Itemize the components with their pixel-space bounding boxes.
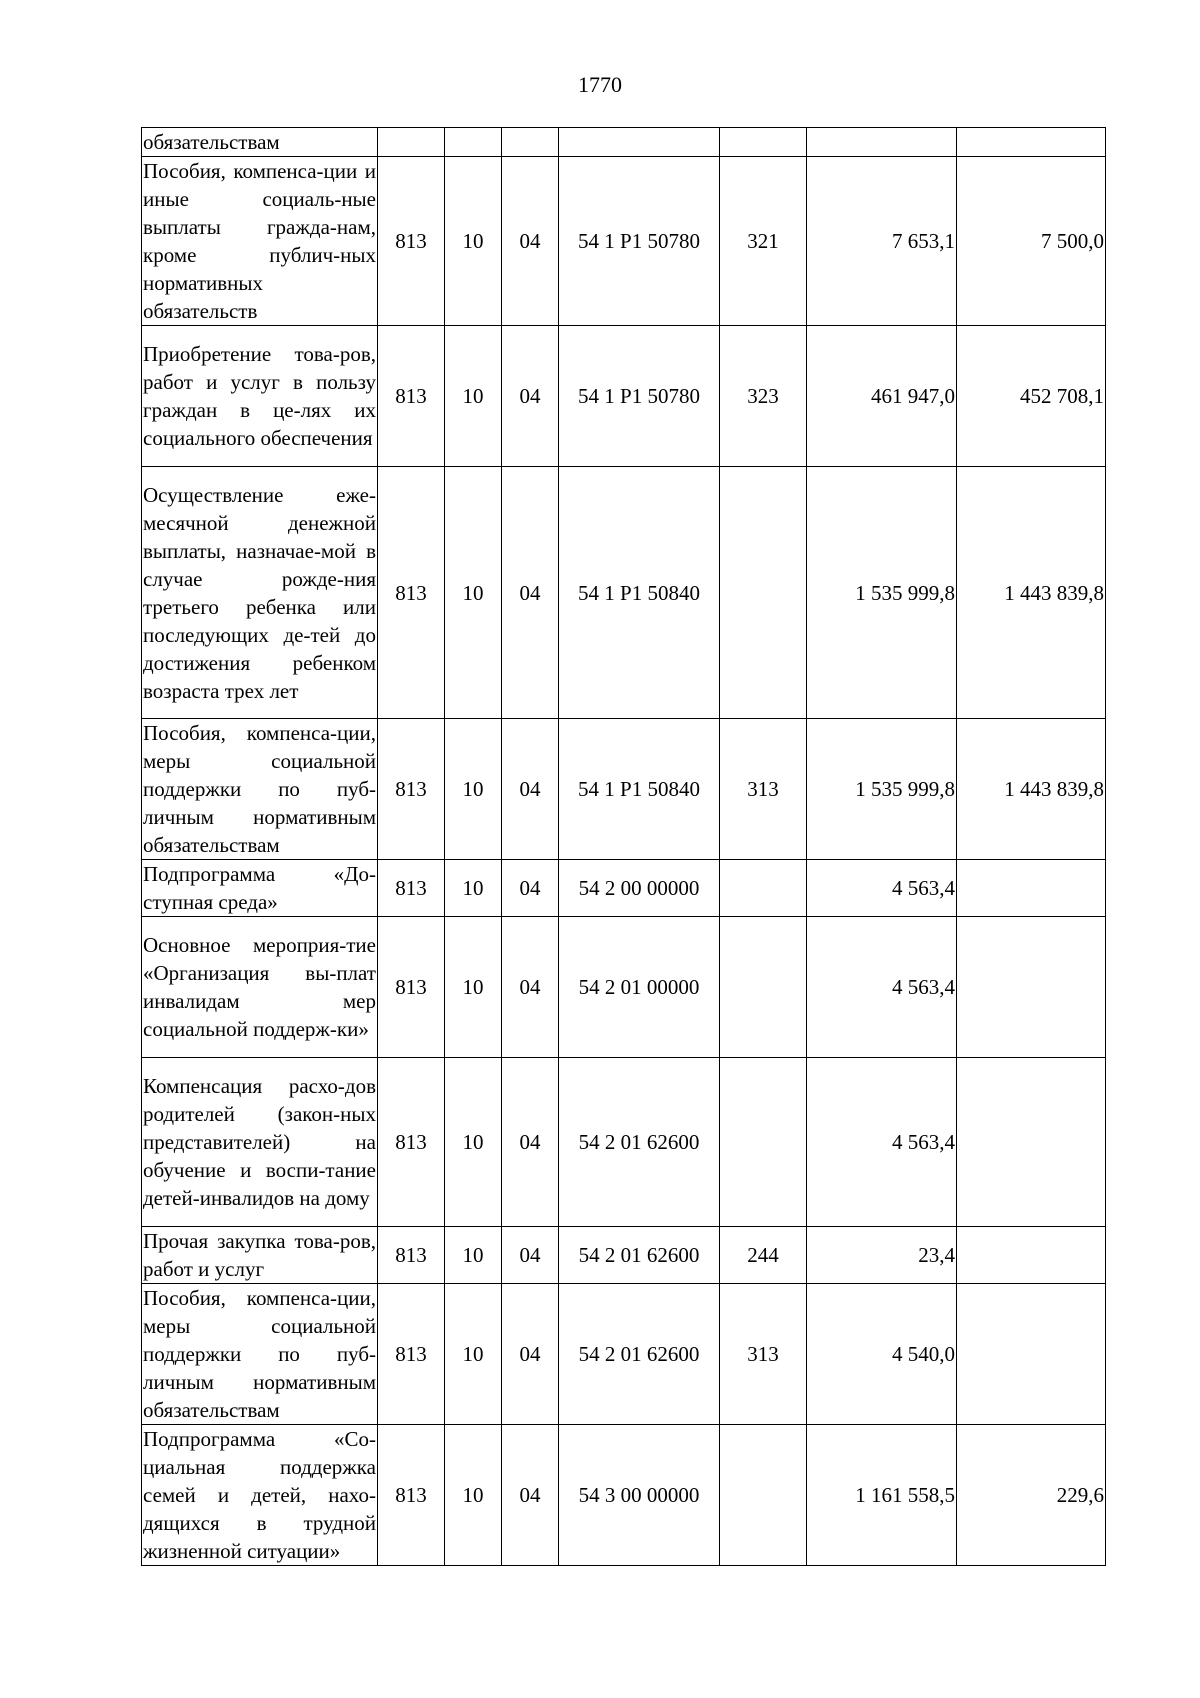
expense-type-cell [720, 917, 807, 1058]
amount-year2-cell [957, 1058, 1106, 1227]
subsection-code-cell [502, 128, 559, 157]
amount-year1-cell: 1 161 558,5 [807, 1425, 957, 1566]
budget-table [141, 127, 1106, 1566]
target-article-cell: 54 2 01 62600 [559, 1227, 720, 1284]
amount-year1-cell: 1 535 999,8 [807, 719, 957, 860]
amount-year2-cell: 452 708,1 [957, 326, 1106, 467]
target-article-cell: 54 2 01 62600 [559, 1058, 720, 1227]
target-article-cell [559, 128, 720, 157]
ved-code-cell: 813 [378, 326, 445, 467]
section-code-cell: 10 [445, 326, 502, 467]
amount-year1-cell: 1 535 999,8 [807, 467, 957, 719]
section-code-cell: 10 [445, 157, 502, 326]
expense-type-cell: 321 [720, 157, 807, 326]
ved-code-cell: 813 [378, 860, 445, 917]
target-article-cell: 54 3 00 00000 [559, 1425, 720, 1566]
expense-type-cell [720, 128, 807, 157]
item-name-cell: Приобретение това-ров, работ и услуг в пользу граждан в це-лях их социального обеспечения [142, 326, 378, 467]
amount-year1-cell: 23,4 [807, 1227, 957, 1284]
amount-year1-cell: 4 563,4 [807, 860, 957, 917]
ved-code-cell: 813 [378, 1058, 445, 1227]
target-article-cell: 54 2 01 00000 [559, 917, 720, 1058]
amount-year2-cell [957, 917, 1106, 1058]
ved-code-cell: 813 [378, 917, 445, 1058]
item-name-cell: Подпрограмма «Со-циальная поддержка семей и детей, нахо-дящихся в трудной жизненной ситуации» [142, 1425, 378, 1566]
ved-code-cell: 813 [378, 1227, 445, 1284]
amount-year1-cell: 7 653,1 [807, 157, 957, 326]
amount-year2-cell: 1 443 839,8 [957, 719, 1106, 860]
expense-type-cell [720, 860, 807, 917]
item-name-cell: обязательствам [142, 128, 378, 157]
amount-year1-cell: 461 947,0 [807, 326, 957, 467]
expense-type-cell [720, 1058, 807, 1227]
table-row [142, 467, 1106, 719]
amount-year2-cell: 1 443 839,8 [957, 467, 1106, 719]
expense-type-cell [720, 467, 807, 719]
subsection-code-cell: 04 [502, 1425, 559, 1566]
amount-year1-cell: 4 563,4 [807, 1058, 957, 1227]
subsection-code-cell: 04 [502, 467, 559, 719]
ved-code-cell: 813 [378, 157, 445, 326]
target-article-cell: 54 1 P1 50840 [559, 467, 720, 719]
item-name-cell: Пособия, компенса-ции, меры социальной поддержки по пуб-личным нормативным обязательствам [142, 1284, 378, 1425]
amount-year1-cell: 4 540,0 [807, 1284, 957, 1425]
item-name-cell: Основное мероприя-тие «Организация вы-плат инвалидам мер социальной поддерж-ки» [142, 917, 378, 1058]
subsection-code-cell: 04 [502, 1284, 559, 1425]
subsection-code-cell: 04 [502, 1227, 559, 1284]
table-row [142, 1227, 1106, 1284]
table-body [142, 128, 1106, 1566]
expense-type-cell [720, 1425, 807, 1566]
amount-year2-cell: 7 500,0 [957, 157, 1106, 326]
amount-year2-cell [957, 1284, 1106, 1425]
section-code-cell: 10 [445, 1058, 502, 1227]
table-row [142, 326, 1106, 467]
item-name-cell: Прочая закупка това-ров, работ и услуг [142, 1227, 378, 1284]
target-article-cell: 54 1 P1 50840 [559, 719, 720, 860]
amount-year2-cell: 229,6 [957, 1425, 1106, 1566]
page-number: 1770 [578, 72, 622, 97]
section-code-cell: 10 [445, 1425, 502, 1566]
subsection-code-cell: 04 [502, 917, 559, 1058]
table-row [142, 860, 1106, 917]
ved-code-cell: 813 [378, 1284, 445, 1425]
table-row [142, 917, 1106, 1058]
amount-year1-cell [807, 128, 957, 157]
amount-year1-cell: 4 563,4 [807, 917, 957, 1058]
subsection-code-cell: 04 [502, 157, 559, 326]
amount-year2-cell [957, 128, 1106, 157]
expense-type-cell: 313 [720, 719, 807, 860]
table-row [142, 719, 1106, 860]
section-code-cell: 10 [445, 860, 502, 917]
ved-code-cell: 813 [378, 467, 445, 719]
subsection-code-cell: 04 [502, 326, 559, 467]
subsection-code-cell: 04 [502, 860, 559, 917]
section-code-cell: 10 [445, 1284, 502, 1425]
item-name-cell: Пособия, компенса-ции, меры социальной поддержки по пуб-личным нормативным обязательствам [142, 719, 378, 860]
ved-code-cell: 813 [378, 719, 445, 860]
subsection-code-cell: 04 [502, 719, 559, 860]
table-row [142, 1284, 1106, 1425]
item-name-cell: Подпрограмма «До-ступная среда» [142, 860, 378, 917]
ved-code-cell [378, 128, 445, 157]
table-row [142, 157, 1106, 326]
subsection-code-cell: 04 [502, 1058, 559, 1227]
target-article-cell: 54 2 00 00000 [559, 860, 720, 917]
table-row [142, 1058, 1106, 1227]
section-code-cell: 10 [445, 1227, 502, 1284]
section-code-cell: 10 [445, 719, 502, 860]
item-name-cell: Пособия, компенса-ции и иные социаль-ные выплаты гражда-нам, кроме публич-ных нормативных обязательств [142, 157, 378, 326]
amount-year2-cell [957, 1227, 1106, 1284]
item-name-cell: Осуществление еже-месячной денежной выплаты, назначае-мой в случае рожде-ния третьего ребенка или последующих де-тей до достижения ребенком возраста трех лет [142, 467, 378, 719]
target-article-cell: 54 1 P1 50780 [559, 326, 720, 467]
table-row [142, 1425, 1106, 1566]
section-code-cell: 10 [445, 467, 502, 719]
ved-code-cell: 813 [378, 1425, 445, 1566]
section-code-cell [445, 128, 502, 157]
expense-type-cell: 313 [720, 1284, 807, 1425]
expense-type-cell: 323 [720, 326, 807, 467]
target-article-cell: 54 2 01 62600 [559, 1284, 720, 1425]
section-code-cell: 10 [445, 917, 502, 1058]
table-row [142, 128, 1106, 157]
target-article-cell: 54 1 P1 50780 [559, 157, 720, 326]
amount-year2-cell [957, 860, 1106, 917]
item-name-cell: Компенсация расхо-дов родителей (закон-ных представителей) на обучение и воспи-тание детей-инвалидов на дому [142, 1058, 378, 1227]
expense-type-cell: 244 [720, 1227, 807, 1284]
